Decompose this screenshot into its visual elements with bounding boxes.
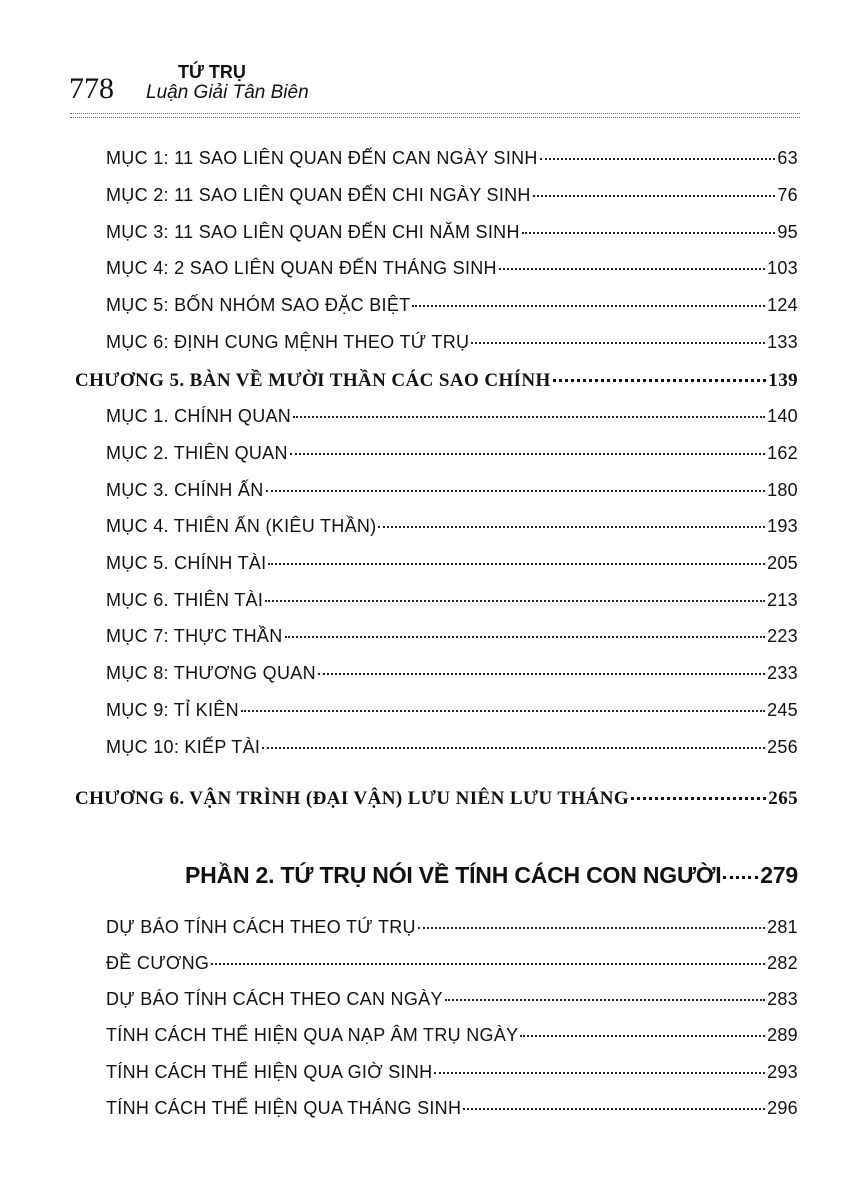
entry-page: 233 xyxy=(767,663,798,683)
entry-title: MỤC 1. CHÍNH QUAN xyxy=(106,406,292,426)
toc-entry xyxy=(106,480,798,510)
dot-leader xyxy=(378,526,765,528)
dot-leader xyxy=(265,600,765,602)
entry-page: 180 xyxy=(767,480,798,500)
entry-page: 282 xyxy=(767,953,798,973)
dot-leader xyxy=(290,453,765,455)
entry-title: MỤC 3. CHÍNH ẤN xyxy=(106,480,264,500)
toc-entry xyxy=(106,406,798,436)
entry-page: 162 xyxy=(767,443,798,463)
toc-entry xyxy=(106,1062,798,1092)
dot-leader xyxy=(418,927,765,929)
dot-leader xyxy=(434,1072,765,1074)
dot-leader xyxy=(445,999,765,1001)
toc-entry xyxy=(106,989,798,1019)
toc-chapter xyxy=(75,788,798,818)
entry-title: MỤC 9: TỈ KIÊN xyxy=(106,700,239,720)
entry-page: 245 xyxy=(767,700,798,720)
entry-title: MỤC 8: THƯƠNG QUAN xyxy=(106,663,316,683)
dot-leader xyxy=(471,342,765,344)
dot-leader xyxy=(540,158,776,160)
entry-title: MỤC 5: BỐN NHÓM SAO ĐẶC BIỆT xyxy=(106,295,411,315)
toc-entry xyxy=(106,590,798,620)
toc-entry xyxy=(106,626,798,656)
entry-page: 133 xyxy=(767,332,798,352)
entry-title: DỰ BÁO TÍNH CÁCH THEO TỨ TRỤ xyxy=(106,917,416,937)
toc-entry xyxy=(106,332,798,362)
running-subtitle: Luận Giải Tân Biên xyxy=(146,82,309,103)
header-divider xyxy=(70,113,800,118)
entry-title: MỤC 4. THIÊN ẤN (KIÊU THẦN) xyxy=(106,516,377,536)
entry-page: 103 xyxy=(767,258,798,278)
toc-entry xyxy=(106,953,798,983)
dot-leader xyxy=(266,490,766,492)
entry-page: 213 xyxy=(767,590,798,610)
toc-entry xyxy=(106,1025,798,1055)
dot-leader xyxy=(285,636,766,638)
entry-page: 289 xyxy=(767,1025,798,1045)
dot-leader xyxy=(553,379,767,382)
dot-leader xyxy=(533,195,776,197)
entry-page: 223 xyxy=(767,626,798,646)
entry-title: MỤC 6. THIÊN TÀI xyxy=(106,590,264,610)
entry-page: 95 xyxy=(777,222,798,242)
dot-leader xyxy=(723,876,758,879)
toc-entry xyxy=(106,185,798,215)
dot-leader xyxy=(499,268,765,270)
toc-entry xyxy=(106,148,798,178)
dot-leader xyxy=(211,963,765,965)
entry-page: 281 xyxy=(767,917,798,937)
toc-entry xyxy=(106,553,798,583)
entry-title: MỤC 6: ĐỊNH CUNG MỆNH THEO TỨ TRỤ xyxy=(106,332,470,352)
dot-leader xyxy=(293,416,765,418)
entry-page: 296 xyxy=(767,1098,798,1118)
running-title: TỨ TRỤ xyxy=(178,62,246,82)
toc-entry xyxy=(106,700,798,730)
entry-title: MỤC 2. THIÊN QUAN xyxy=(106,443,288,463)
toc-entry xyxy=(106,917,798,947)
toc-entry xyxy=(106,222,798,252)
entry-page: 193 xyxy=(767,516,798,536)
entry-page: 76 xyxy=(777,185,798,205)
entry-title: MỤC 4: 2 SAO LIÊN QUAN ĐẾN THÁNG SINH xyxy=(106,258,497,278)
entry-page: 140 xyxy=(767,406,798,426)
dot-leader xyxy=(520,1035,765,1037)
entry-title: MỤC 10: KIẾP TÀI xyxy=(106,737,261,757)
dot-leader xyxy=(268,563,765,565)
dot-leader xyxy=(262,747,765,749)
dot-leader xyxy=(522,232,776,234)
dot-leader xyxy=(412,305,765,307)
entry-title: PHẦN 2. TỨ TRỤ NÓI VỀ TÍNH CÁCH CON NGƯỜI xyxy=(185,862,722,888)
entry-title: ĐỀ CƯƠNG xyxy=(106,953,210,973)
toc-entry xyxy=(106,258,798,288)
entry-title: TÍNH CÁCH THỂ HIỆN QUA NẠP ÂM TRỤ NGÀY xyxy=(106,1025,519,1045)
toc-chapter xyxy=(75,370,798,400)
entry-page: 279 xyxy=(760,862,798,888)
entry-title: MỤC 2: 11 SAO LIÊN QUAN ĐẾN CHI NGÀY SINH xyxy=(106,185,531,205)
toc-part xyxy=(185,862,798,892)
entry-title: MỤC 5. CHÍNH TÀI xyxy=(106,553,267,573)
entry-page: 63 xyxy=(777,148,798,168)
toc-entry xyxy=(106,1098,798,1128)
entry-title: TÍNH CÁCH THỂ HIỆN QUA GIỜ SINH xyxy=(106,1062,433,1082)
entry-title: CHƯƠNG 5. BÀN VỀ MƯỜI THẦN CÁC SAO CHÍNH xyxy=(75,370,551,391)
toc-entry xyxy=(106,663,798,693)
toc-entry xyxy=(106,295,798,325)
entry-title: MỤC 1: 11 SAO LIÊN QUAN ĐẾN CAN NGÀY SINH xyxy=(106,148,538,168)
entry-page: 205 xyxy=(767,553,798,573)
toc-entry xyxy=(106,516,798,546)
entry-page: 124 xyxy=(767,295,798,315)
toc-entry xyxy=(106,443,798,473)
dot-leader xyxy=(631,797,766,800)
toc-entry xyxy=(106,737,798,767)
entry-title: CHƯƠNG 6. VẬN TRÌNH (ĐẠI VẬN) LƯU NIÊN LƯU THÁNG xyxy=(75,788,630,809)
entry-page: 256 xyxy=(767,737,798,757)
entry-page: 283 xyxy=(767,989,798,1009)
entry-page: 293 xyxy=(767,1062,798,1082)
entry-title: MỤC 7: THỰC THẦN xyxy=(106,626,283,646)
entry-title: DỰ BÁO TÍNH CÁCH THEO CAN NGÀY xyxy=(106,989,443,1009)
dot-leader xyxy=(463,1108,765,1110)
dot-leader xyxy=(241,710,765,712)
entry-title: MỤC 3: 11 SAO LIÊN QUAN ĐẾN CHI NĂM SINH xyxy=(106,222,520,242)
dot-leader xyxy=(318,673,765,675)
entry-title: TÍNH CÁCH THỂ HIỆN QUA THÁNG SINH xyxy=(106,1098,462,1118)
page-number: 778 xyxy=(69,72,114,105)
entry-page: 139 xyxy=(768,370,798,391)
entry-page: 265 xyxy=(768,788,798,809)
